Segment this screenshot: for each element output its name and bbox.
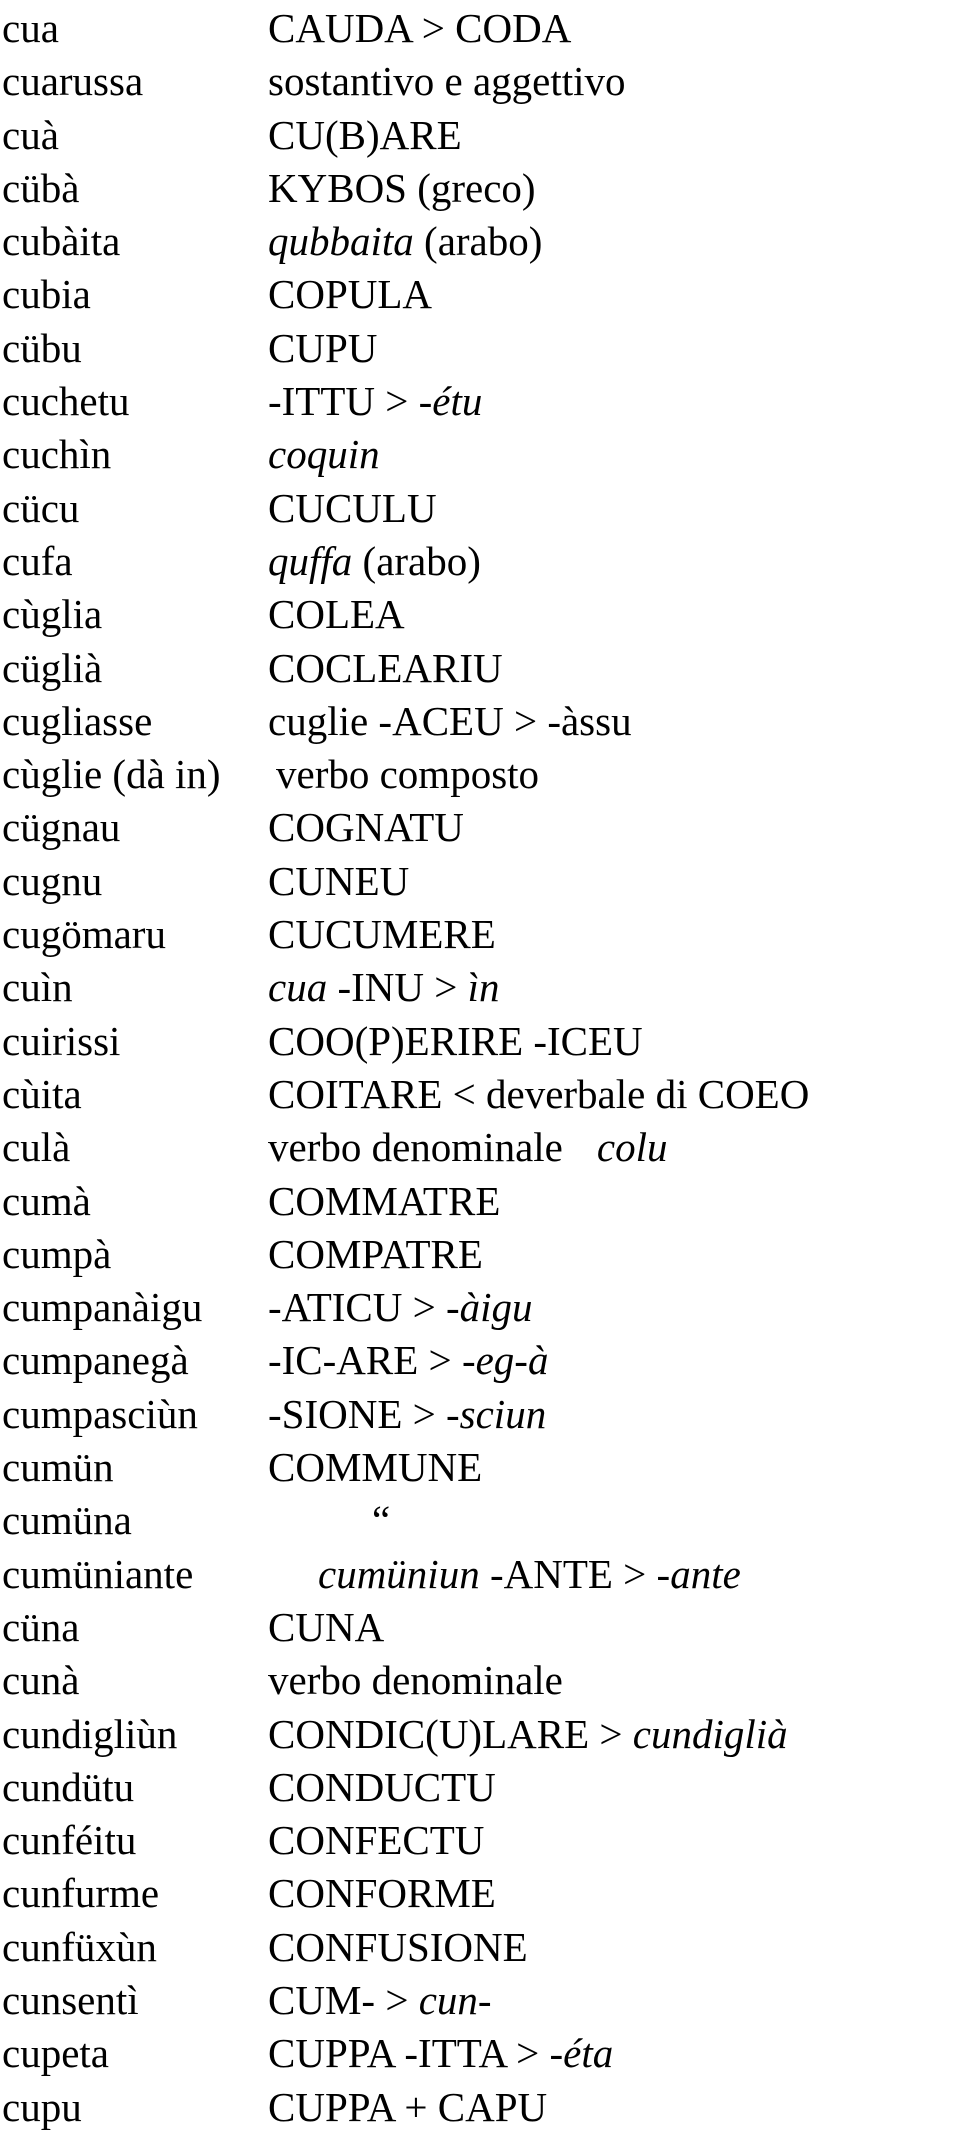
etymology-text: CAUDA > CODA [268,5,572,51]
entry-headword: cuà [2,111,59,158]
entry-etymology [268,855,409,908]
etymology-text: -SIONE > [268,1390,446,1437]
dictionary-entry [0,375,970,428]
etymology-italic-form: cun- [418,1976,492,2023]
entry-headword: cufa [2,537,73,584]
dictionary-entry [0,855,970,908]
entry-etymology [268,375,482,428]
entry-etymology [268,1175,500,1228]
dictionary-entry [0,1814,970,1867]
etymology-text: CONFECTU [268,1817,485,1864]
etymology-text: CUPPA -ITTA > [268,2030,550,2077]
entry-headword: cuchìn [2,431,112,478]
entry-etymology [268,1281,533,1334]
entry-etymology [268,1068,809,1121]
entry-headword: cüna [2,1603,80,1650]
etymology-text: (arabo) [352,537,481,584]
etymology-text: COMMUNE [268,1444,483,1491]
entry-headword: cuchetu [2,378,130,425]
entry-etymology [268,1814,484,1867]
etymology-italic-form: colu [596,1124,668,1171]
etymology-italic-form: quffa [268,537,353,584]
etymology-italic-form: ìn [467,964,500,1011]
entry-etymology [268,1015,643,1068]
dictionary-entry [0,588,970,641]
entry-headword: cùglia [2,591,103,638]
etymology-italic-form: coquin [268,431,380,478]
entry-etymology [268,215,542,268]
etymology-text: sostantivo e aggettivo [268,58,626,105]
entry-etymology [268,1334,548,1387]
etymology-text: COGNATU [268,804,464,851]
dictionary-entry [0,1015,970,1068]
entry-headword: cücu [2,484,80,531]
etymology-italic-form: cumüniun [318,1550,480,1597]
etymology-italic-form: -éta [549,2030,614,2077]
etymology-text: cuglie -ACEU > -àssu [268,697,632,744]
dictionary-entry [0,1867,970,1920]
etymology-text: COITARE < deverbale di COEO [268,1070,810,1117]
etymology-text: “ [372,1497,391,1544]
etymology-italic-form: cundiglià [632,1710,788,1757]
entry-etymology [268,2027,613,2080]
dictionary-entry [0,801,970,854]
etymology-text: -ATICU > [268,1284,446,1331]
etymology-text: -IC-ARE > [268,1337,462,1384]
etymology-italic-form: -étu [418,378,483,425]
dictionary-entry [0,482,970,535]
entry-headword: cua [2,5,59,51]
entry-headword: cunfüxùn [2,1923,157,1970]
etymology-text: -ITTU > [268,378,419,425]
etymology-text: COPULA [268,271,433,318]
dictionary-entry [0,2081,970,2134]
entry-etymology [372,1494,390,1547]
entry-headword: cunà [2,1657,80,1704]
dictionary-entry [0,1121,970,1174]
entry-headword: cübà [2,164,80,211]
dictionary-entry [0,1974,970,2027]
entry-etymology [268,642,503,695]
dictionary-entry [0,428,970,481]
etymology-text: verbo denominale [268,1657,563,1704]
entry-headword: cumpanegà [2,1337,189,1384]
entry-headword: cumà [2,1177,91,1224]
etymology-text: CU(B)ARE [268,111,462,158]
etymology-text: CUNEU [268,857,410,904]
entry-etymology [268,1228,483,1281]
etymology-text: CONFORME [268,1870,496,1917]
entry-headword: cubàita [2,218,121,265]
entry-headword: cuìn [2,964,73,1011]
entry-etymology [268,588,405,641]
entry-headword: cunféitu [2,1817,137,1864]
dictionary-entry [0,535,970,588]
entry-etymology [268,695,632,748]
entry-headword: cüglià [2,644,103,691]
dictionary-entry [0,1228,970,1281]
entry-etymology [268,1921,528,1974]
entry-headword: cunfurme [2,1870,160,1917]
etymology-italic-form: -àigu [446,1284,533,1331]
entry-headword: culà [2,1124,71,1171]
entry-etymology [268,109,462,162]
dictionary-entry [0,1175,970,1228]
entry-etymology [268,801,464,854]
entry-etymology [268,55,626,108]
etymology-text: COMPATRE [268,1230,483,1277]
entry-headword: cuarussa [2,58,144,105]
entry-headword: cumüna [2,1497,132,1544]
etymology-italic-form: -ante [656,1550,741,1597]
entry-etymology [268,1654,563,1707]
entry-etymology [268,1761,496,1814]
etymology-italic-form: -eg-à [461,1337,549,1384]
entry-etymology [268,1974,492,2027]
entry-etymology [268,482,437,535]
dictionary-entry [0,322,970,375]
dictionary-entry-list [0,2,970,2134]
dictionary-entry [0,961,970,1014]
entry-etymology [268,1441,482,1494]
entry-etymology [318,1548,741,1601]
entry-headword: cunsentì [2,1976,139,2023]
entry-headword: cugnu [2,857,103,904]
dictionary-entry [0,2,970,55]
entry-headword: cumün [2,1444,114,1491]
entry-etymology [268,535,481,588]
etymology-text: KYBOS (greco) [268,164,536,211]
etymology-italic-form: -sciun [446,1390,547,1437]
entry-etymology [268,322,377,375]
entry-etymology [268,2081,547,2134]
entry-headword: cumpà [2,1230,112,1277]
etymology-text: CUCUMERE [268,911,496,958]
entry-headword: cuirissi [2,1017,121,1064]
entry-etymology [276,748,539,801]
dictionary-entry [0,1334,970,1387]
entry-headword: cundütu [2,1763,135,1810]
etymology-text: CUCULU [268,484,437,531]
entry-headword: cundigliùn [2,1710,178,1757]
etymology-text: CUPU [268,324,378,371]
etymology-text: CONDUCTU [268,1763,496,1810]
dictionary-entry [0,109,970,162]
dictionary-entry [0,268,970,321]
etymology-italic-form: qubbaita [268,218,414,265]
entry-etymology [268,1388,546,1441]
etymology-text: verbo denominale [268,1124,563,1171]
entry-headword: cugliasse [2,697,153,744]
dictionary-entry [0,1708,970,1761]
dictionary-entry [0,1441,970,1494]
etymology-text: CUNA [268,1603,385,1650]
entry-etymology [268,2,571,55]
etymology-text: COO(P)ERIRE -ICEU [268,1017,643,1064]
etymology-text: CONDIC(U)LARE > [268,1710,633,1757]
etymology-text: COCLEARIU [268,644,503,691]
dictionary-entry [0,1761,970,1814]
etymology-text: CUPPA + CAPU [268,2083,548,2130]
etymology-text: -ANTE > [479,1550,657,1597]
entry-headword: cübu [2,324,82,371]
dictionary-entry [0,908,970,961]
entry-headword: cupeta [2,2030,109,2077]
dictionary-entry [0,695,970,748]
dictionary-entry [0,1654,970,1707]
entry-headword: cumpanàigu [2,1284,203,1331]
entry-headword: cùita [2,1070,82,1117]
entry-etymology [268,908,496,961]
etymology-italic-form: cua [268,964,328,1011]
entry-headword: cügnau [2,804,121,851]
dictionary-entry [0,162,970,215]
entry-headword: cugömaru [2,911,166,958]
etymology-text: CONFUSIONE [268,1923,528,1970]
entry-etymology [268,1601,384,1654]
dictionary-entry [0,1494,970,1547]
dictionary-entry [0,642,970,695]
dictionary-entry [0,1921,970,1974]
entry-etymology [268,1867,496,1920]
entry-etymology [268,1121,667,1174]
entry-etymology [268,428,380,481]
dictionary-entry [0,55,970,108]
dictionary-entry [0,2027,970,2080]
etymology-text: verbo composto [276,751,540,798]
dictionary-entry [0,1388,970,1441]
entry-headword: cupu [2,2083,82,2130]
dictionary-entry [0,1281,970,1334]
entry-etymology [268,961,500,1014]
entry-headword: cùglie (dà in) [2,751,221,798]
etymology-text: (arabo) [413,218,543,265]
entry-headword: cumpasciùn [2,1390,198,1437]
etymology-text: COLEA [268,591,405,638]
entry-etymology [268,1708,788,1761]
dictionary-entry [0,215,970,268]
entry-headword: cumüniante [2,1550,194,1597]
dictionary-entry [0,1601,970,1654]
entry-etymology [268,268,432,321]
dictionary-entry [0,1548,970,1601]
etymology-text: -INU > [327,964,468,1011]
etymology-text: CUM- > [268,1976,419,2023]
etymology-text: COMMATRE [268,1177,501,1224]
entry-etymology [268,162,536,215]
dictionary-entry [0,748,970,801]
entry-headword: cubia [2,271,91,318]
dictionary-entry [0,1068,970,1121]
